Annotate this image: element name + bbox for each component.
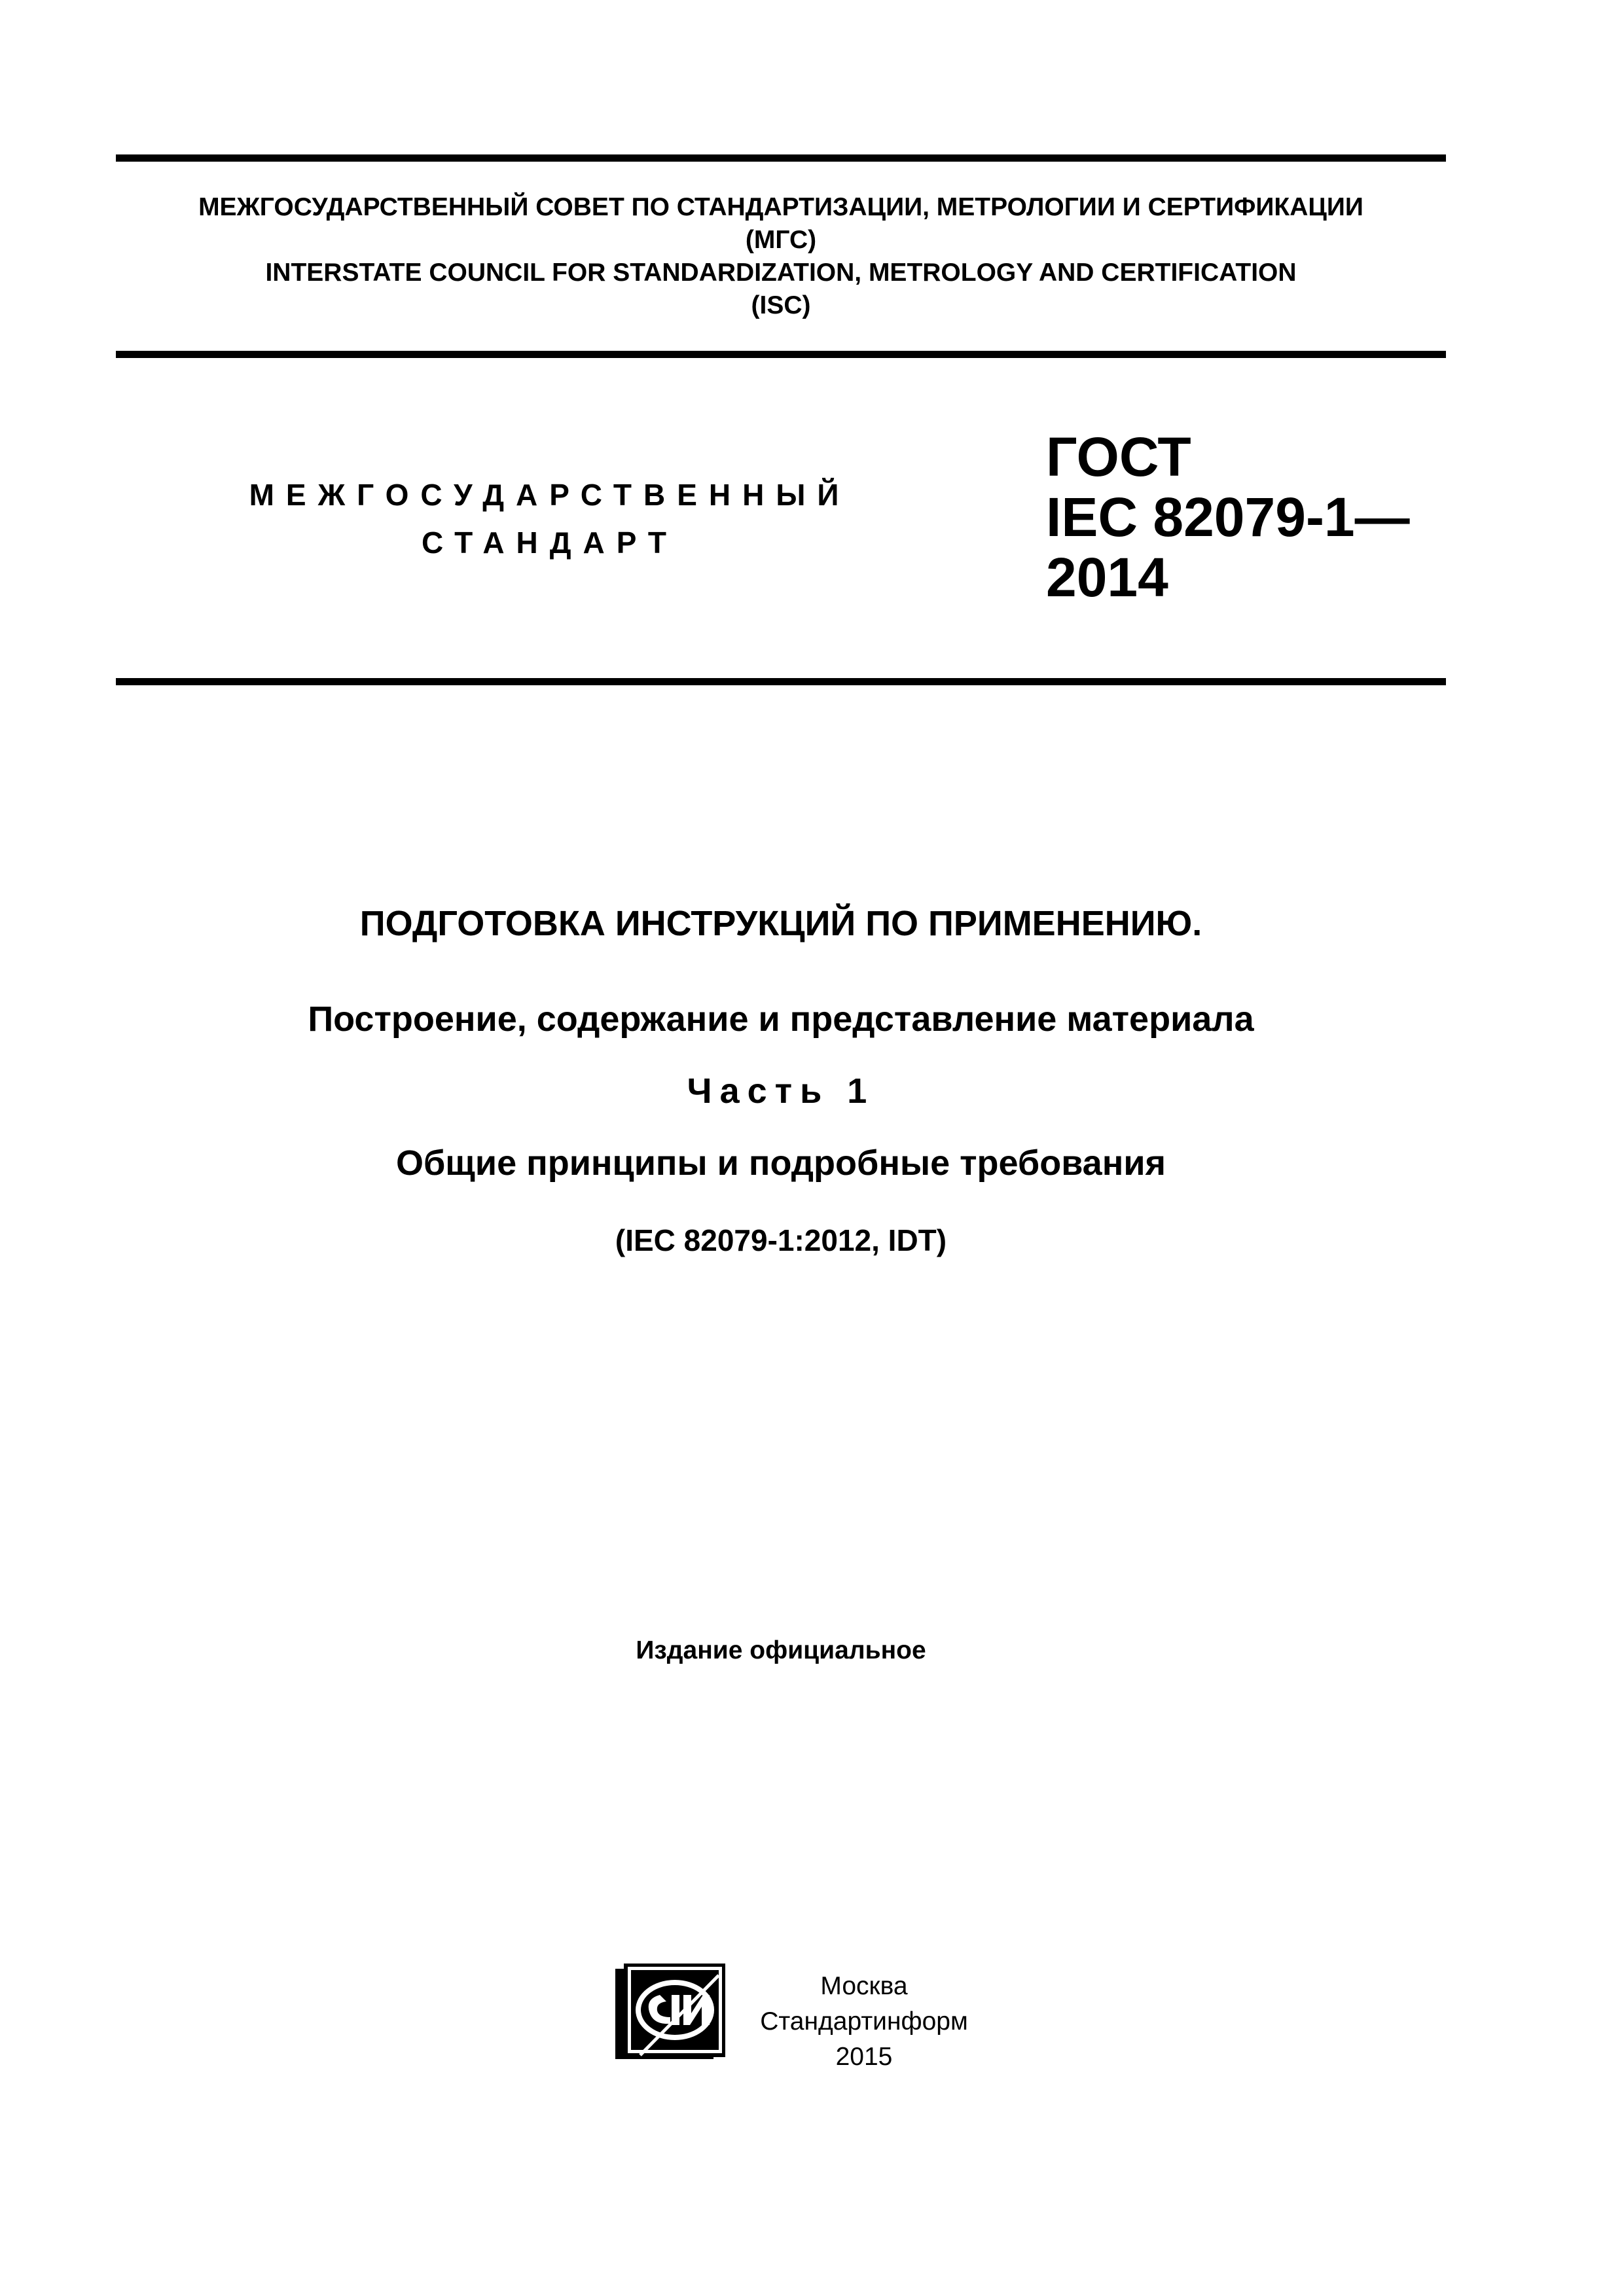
standard-year: 2014	[1046, 547, 1168, 608]
header-bottom-rule	[116, 351, 1446, 358]
publisher-name: Стандартинформ	[760, 2007, 968, 2036]
edition-label: Издание официальное	[636, 1636, 926, 1664]
publisher-year: 2015	[835, 2043, 893, 2071]
council-abbr-en: (ISC)	[751, 291, 811, 319]
publisher-city: Москва	[820, 1972, 908, 2000]
gost-label: ГОСТ	[1046, 426, 1191, 488]
top-rule	[116, 154, 1446, 162]
standard-category-line1: МЕЖГОСУДАРСТВЕННЫЙ	[249, 478, 851, 512]
title-main: ПОДГОТОВКА ИНСТРУКЦИЙ ПО ПРИМЕНЕНИЮ.	[359, 904, 1202, 943]
title-part-title: Общие принципы и подробные требования	[395, 1143, 1166, 1183]
title-subtitle: Построение, содержание и представление материала	[308, 999, 1254, 1039]
council-name-ru: МЕЖГОСУДАРСТВЕННЫЙ СОВЕТ ПО СТАНДАРТИЗАЦИИ, МЕТРОЛОГИИ И СЕРТИФИКАЦИИ	[198, 193, 1363, 221]
council-name-en: INTERSTATE COUNCIL FOR STANDARDIZATION, METROLOGY AND CERTIFICATION	[265, 259, 1297, 287]
standartinform-logo-icon	[614, 1964, 725, 2062]
council-header	[116, 191, 1446, 322]
standard-category	[196, 471, 903, 567]
title-reference: (IEC 82079-1:2012, IDT)	[615, 1223, 947, 1257]
title-part: Часть 1	[687, 1071, 875, 1111]
standard-category-line2: СТАНДАРТ	[422, 526, 678, 560]
council-abbr-ru: (МГС)	[745, 226, 817, 254]
designation-bottom-rule	[116, 678, 1446, 685]
publisher-imprint	[720, 1969, 1008, 2075]
standard-number: IEC 82079-1—	[1046, 486, 1410, 548]
standard-designation	[1046, 427, 1410, 607]
